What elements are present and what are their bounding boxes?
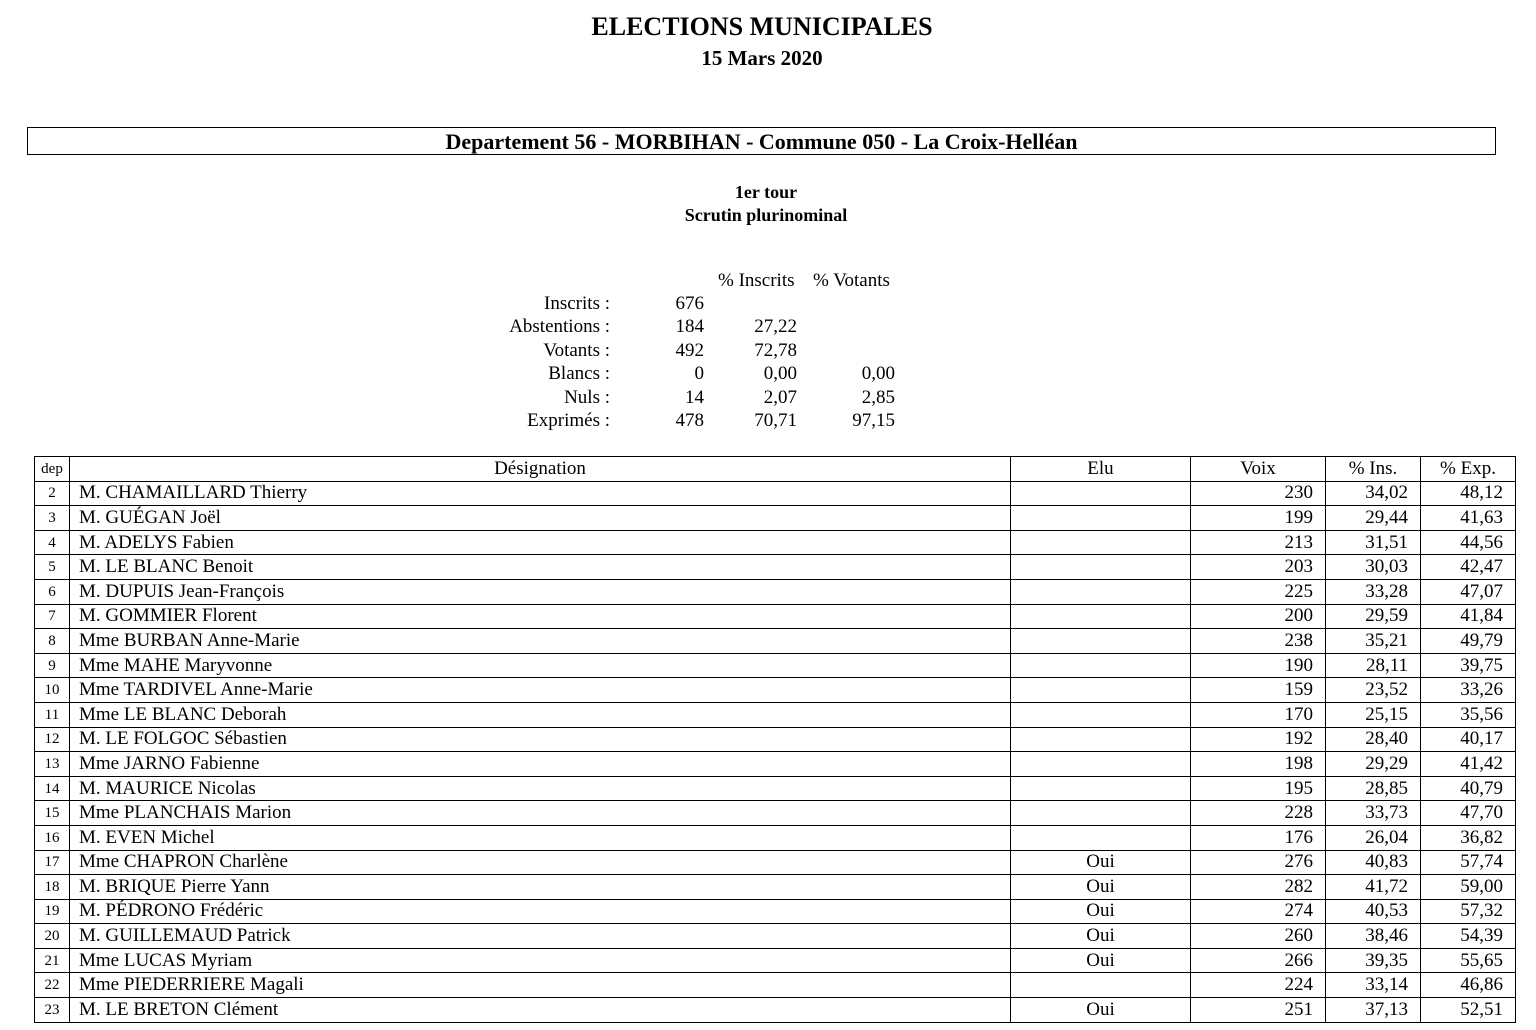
candidate-name-cell: Mme CHAPRON Charlène <box>70 850 1011 875</box>
elu-cell <box>1011 702 1191 727</box>
pct-ins-cell: 40,83 <box>1326 850 1421 875</box>
candidate-name-cell: M. GOMMIER Florent <box>70 604 1011 629</box>
table-row <box>35 998 1516 1023</box>
table-row <box>35 629 1516 654</box>
dep-cell: 7 <box>35 604 70 629</box>
candidate-name-cell: Mme PLANCHAIS Marion <box>70 801 1011 826</box>
table-row <box>35 776 1516 801</box>
voix-cell: 230 <box>1191 481 1326 506</box>
page-title: ELECTIONS MUNICIPALES <box>591 12 933 41</box>
pct-exp-cell: 52,51 <box>1421 998 1516 1023</box>
pct-ins-cell: 28,40 <box>1326 727 1421 752</box>
dep-cell: 13 <box>35 752 70 777</box>
stats-pct-inscrits: 2,07 <box>763 386 797 408</box>
elu-cell: Oui <box>1011 924 1191 949</box>
stats-value: 478 <box>675 410 704 431</box>
dep-cell: 15 <box>35 801 70 826</box>
pct-ins-cell: 29,59 <box>1326 604 1421 629</box>
voix-cell: 228 <box>1191 801 1326 826</box>
col-header-elu: Elu <box>1011 457 1191 482</box>
candidate-name-cell: M. LE BRETON Clément <box>70 998 1011 1023</box>
pct-exp-cell: 48,12 <box>1421 481 1516 506</box>
candidate-name-cell: M. EVEN Michel <box>70 825 1011 850</box>
pct-exp-cell: 41,63 <box>1421 506 1516 531</box>
table-row <box>35 530 1516 555</box>
dep-cell: 23 <box>35 998 70 1023</box>
pct-ins-cell: 41,72 <box>1326 875 1421 900</box>
dep-cell: 17 <box>35 850 70 875</box>
elu-cell <box>1011 555 1191 580</box>
election-date: 15 Mars 2020 <box>701 46 823 70</box>
elu-cell <box>1011 801 1191 826</box>
table-row <box>35 948 1516 973</box>
dep-cell: 20 <box>35 924 70 949</box>
table-row <box>35 875 1516 900</box>
turnout-summary <box>0 270 1536 435</box>
voix-cell: 203 <box>1191 555 1326 580</box>
pct-ins-cell: 38,46 <box>1326 924 1421 949</box>
candidate-name-cell: Mme TARDIVEL Anne-Marie <box>70 678 1011 703</box>
table-row <box>35 702 1516 727</box>
voix-cell: 238 <box>1191 629 1326 654</box>
stats-label: Abstentions : <box>509 316 610 338</box>
elu-cell <box>1011 678 1191 703</box>
stats-value: 492 <box>675 339 704 361</box>
pct-ins-cell: 34,02 <box>1326 481 1421 506</box>
table-row <box>35 825 1516 850</box>
candidate-name-cell: Mme PIEDERRIERE Magali <box>70 973 1011 998</box>
dep-cell: 12 <box>35 727 70 752</box>
stats-pct-inscrits: 72,78 <box>754 339 797 361</box>
candidate-name-cell: Mme LE BLANC Deborah <box>70 702 1011 727</box>
elu-cell <box>1011 973 1191 998</box>
table-header-row <box>35 457 1516 482</box>
stats-value: 184 <box>675 316 704 338</box>
voix-cell: 251 <box>1191 998 1326 1023</box>
dep-cell: 16 <box>35 825 70 850</box>
dep-cell: 10 <box>35 678 70 703</box>
pct-ins-cell: 30,03 <box>1326 555 1421 580</box>
pct-ins-cell: 37,13 <box>1326 998 1421 1023</box>
stats-pct-votants: 2,85 <box>861 386 895 408</box>
stats-value: 14 <box>685 386 704 408</box>
table-row <box>35 678 1516 703</box>
dep-cell: 9 <box>35 653 70 678</box>
elu-cell <box>1011 653 1191 678</box>
elu-cell <box>1011 776 1191 801</box>
candidate-name-cell: Mme LUCAS Myriam <box>70 948 1011 973</box>
stats-label: Exprimés : <box>527 410 610 431</box>
stats-pct-inscrits: 27,22 <box>754 316 797 338</box>
stats-label: Blancs : <box>548 363 610 385</box>
elu-cell: Oui <box>1011 875 1191 900</box>
voix-cell: 224 <box>1191 973 1326 998</box>
stats-row <box>0 410 1536 433</box>
pct-exp-cell: 33,26 <box>1421 678 1516 703</box>
dep-cell: 11 <box>35 702 70 727</box>
results-body <box>35 481 1516 1022</box>
candidate-name-cell: M. LE FOLGOC Sébastien <box>70 727 1011 752</box>
voix-cell: 159 <box>1191 678 1326 703</box>
results-table <box>34 456 1516 1023</box>
dep-cell: 19 <box>35 899 70 924</box>
scrutin-label: Scrutin plurinominal <box>684 205 848 225</box>
voix-cell: 282 <box>1191 875 1326 900</box>
table-row <box>35 924 1516 949</box>
stats-label: Inscrits : <box>544 293 610 314</box>
col-header-voix: Voix <box>1191 457 1326 482</box>
table-row <box>35 801 1516 826</box>
pct-exp-cell: 42,47 <box>1421 555 1516 580</box>
voix-cell: 192 <box>1191 727 1326 752</box>
pct-exp-cell: 36,82 <box>1421 825 1516 850</box>
table-row <box>35 555 1516 580</box>
dep-cell: 8 <box>35 629 70 654</box>
pct-exp-cell: 47,07 <box>1421 579 1516 604</box>
candidate-name-cell: M. ADELYS Fabien <box>70 530 1011 555</box>
table-row <box>35 653 1516 678</box>
elu-cell: Oui <box>1011 998 1191 1023</box>
stats-pct-inscrits: 70,71 <box>754 410 797 431</box>
stats-row <box>0 363 1536 386</box>
pct-ins-cell: 40,53 <box>1326 899 1421 924</box>
dep-cell: 3 <box>35 506 70 531</box>
dep-cell: 18 <box>35 875 70 900</box>
dep-cell: 6 <box>35 579 70 604</box>
stats-value: 0 <box>694 363 704 385</box>
col-header-designation: Désignation <box>70 457 1011 482</box>
candidate-name-cell: M. LE BLANC Benoit <box>70 555 1011 580</box>
stats-row <box>0 387 1536 410</box>
round-label: 1er tour <box>734 182 798 202</box>
table-row <box>35 850 1516 875</box>
elu-cell <box>1011 752 1191 777</box>
pct-exp-cell: 57,32 <box>1421 899 1516 924</box>
elu-cell <box>1011 825 1191 850</box>
pct-exp-cell: 55,65 <box>1421 948 1516 973</box>
pct-exp-cell: 47,70 <box>1421 801 1516 826</box>
pct-exp-cell: 49,79 <box>1421 629 1516 654</box>
candidate-name-cell: Mme MAHE Maryvonne <box>70 653 1011 678</box>
table-row <box>35 899 1516 924</box>
pct-exp-cell: 54,39 <box>1421 924 1516 949</box>
candidate-name-cell: M. MAURICE Nicolas <box>70 776 1011 801</box>
pct-exp-cell: 59,00 <box>1421 875 1516 900</box>
pct-ins-cell: 23,52 <box>1326 678 1421 703</box>
stats-pct-inscrits: 0,00 <box>763 363 797 385</box>
pct-exp-cell: 40,17 <box>1421 727 1516 752</box>
pct-ins-cell: 31,51 <box>1326 530 1421 555</box>
pct-ins-cell: 33,14 <box>1326 973 1421 998</box>
voix-cell: 213 <box>1191 530 1326 555</box>
col-header-dep: dep <box>35 457 70 482</box>
elu-cell <box>1011 727 1191 752</box>
pct-exp-cell: 46,86 <box>1421 973 1516 998</box>
elu-cell <box>1011 629 1191 654</box>
stats-row <box>0 316 1536 339</box>
pct-exp-cell: 44,56 <box>1421 530 1516 555</box>
pct-exp-cell: 41,42 <box>1421 752 1516 777</box>
table-row <box>35 579 1516 604</box>
commune-header: Departement 56 - MORBIHAN - Commune 050 - La Croix-Helléan <box>27 127 1496 155</box>
col-header-pct-exp: % Exp. <box>1421 457 1516 482</box>
voix-cell: 200 <box>1191 604 1326 629</box>
stats-row <box>0 340 1536 363</box>
col-header-pct-ins: % Ins. <box>1326 457 1421 482</box>
voix-cell: 198 <box>1191 752 1326 777</box>
candidate-name-cell: Mme JARNO Fabienne <box>70 752 1011 777</box>
elu-cell <box>1011 530 1191 555</box>
pct-ins-cell: 28,11 <box>1326 653 1421 678</box>
candidate-name-cell: Mme BURBAN Anne-Marie <box>70 629 1011 654</box>
voix-cell: 274 <box>1191 899 1326 924</box>
stats-label: Nuls : <box>564 386 610 408</box>
elu-cell <box>1011 604 1191 629</box>
pct-exp-cell: 40,79 <box>1421 776 1516 801</box>
table-row <box>35 727 1516 752</box>
pct-ins-cell: 29,44 <box>1326 506 1421 531</box>
dep-cell: 4 <box>35 530 70 555</box>
pct-ins-cell: 39,35 <box>1326 948 1421 973</box>
candidate-name-cell: M. CHAMAILLARD Thierry <box>70 481 1011 506</box>
candidate-name-cell: M. PÉDRONO Frédéric <box>70 899 1011 924</box>
elu-cell <box>1011 481 1191 506</box>
voix-cell: 266 <box>1191 948 1326 973</box>
pct-ins-cell: 35,21 <box>1326 629 1421 654</box>
pct-ins-cell: 33,73 <box>1326 801 1421 826</box>
dep-cell: 22 <box>35 973 70 998</box>
pct-ins-cell: 28,85 <box>1326 776 1421 801</box>
voix-cell: 176 <box>1191 825 1326 850</box>
elu-cell <box>1011 579 1191 604</box>
elu-cell <box>1011 506 1191 531</box>
candidate-name-cell: M. DUPUIS Jean-François <box>70 579 1011 604</box>
stats-row <box>0 293 1536 316</box>
pct-exp-cell: 39,75 <box>1421 653 1516 678</box>
pct-exp-cell: 35,56 <box>1421 702 1516 727</box>
candidate-name-cell: M. BRIQUE Pierre Yann <box>70 875 1011 900</box>
voix-cell: 199 <box>1191 506 1326 531</box>
dep-cell: 21 <box>35 948 70 973</box>
table-row <box>35 604 1516 629</box>
pct-exp-cell: 41,84 <box>1421 604 1516 629</box>
voix-cell: 225 <box>1191 579 1326 604</box>
candidate-name-cell: M. GUÉGAN Joël <box>70 506 1011 531</box>
voix-cell: 195 <box>1191 776 1326 801</box>
stats-value: 676 <box>675 293 704 314</box>
elu-cell: Oui <box>1011 850 1191 875</box>
pct-ins-cell: 26,04 <box>1326 825 1421 850</box>
pct-exp-cell: 57,74 <box>1421 850 1516 875</box>
voix-cell: 276 <box>1191 850 1326 875</box>
table-row <box>35 752 1516 777</box>
pct-votants-header: % Votants <box>813 270 890 291</box>
stats-pct-votants: 0,00 <box>861 363 895 385</box>
voix-cell: 170 <box>1191 702 1326 727</box>
voix-cell: 190 <box>1191 653 1326 678</box>
candidate-name-cell: M. GUILLEMAUD Patrick <box>70 924 1011 949</box>
voix-cell: 260 <box>1191 924 1326 949</box>
table-row <box>35 506 1516 531</box>
table-row <box>35 973 1516 998</box>
stats-pct-votants: 97,15 <box>852 410 895 431</box>
pct-ins-cell: 25,15 <box>1326 702 1421 727</box>
pct-ins-cell: 33,28 <box>1326 579 1421 604</box>
stats-label: Votants : <box>543 339 610 361</box>
dep-cell: 14 <box>35 776 70 801</box>
pct-ins-cell: 29,29 <box>1326 752 1421 777</box>
elu-cell: Oui <box>1011 948 1191 973</box>
pct-inscrits-header: % Inscrits <box>718 270 795 291</box>
dep-cell: 5 <box>35 555 70 580</box>
table-row <box>35 481 1516 506</box>
elu-cell: Oui <box>1011 899 1191 924</box>
dep-cell: 2 <box>35 481 70 506</box>
